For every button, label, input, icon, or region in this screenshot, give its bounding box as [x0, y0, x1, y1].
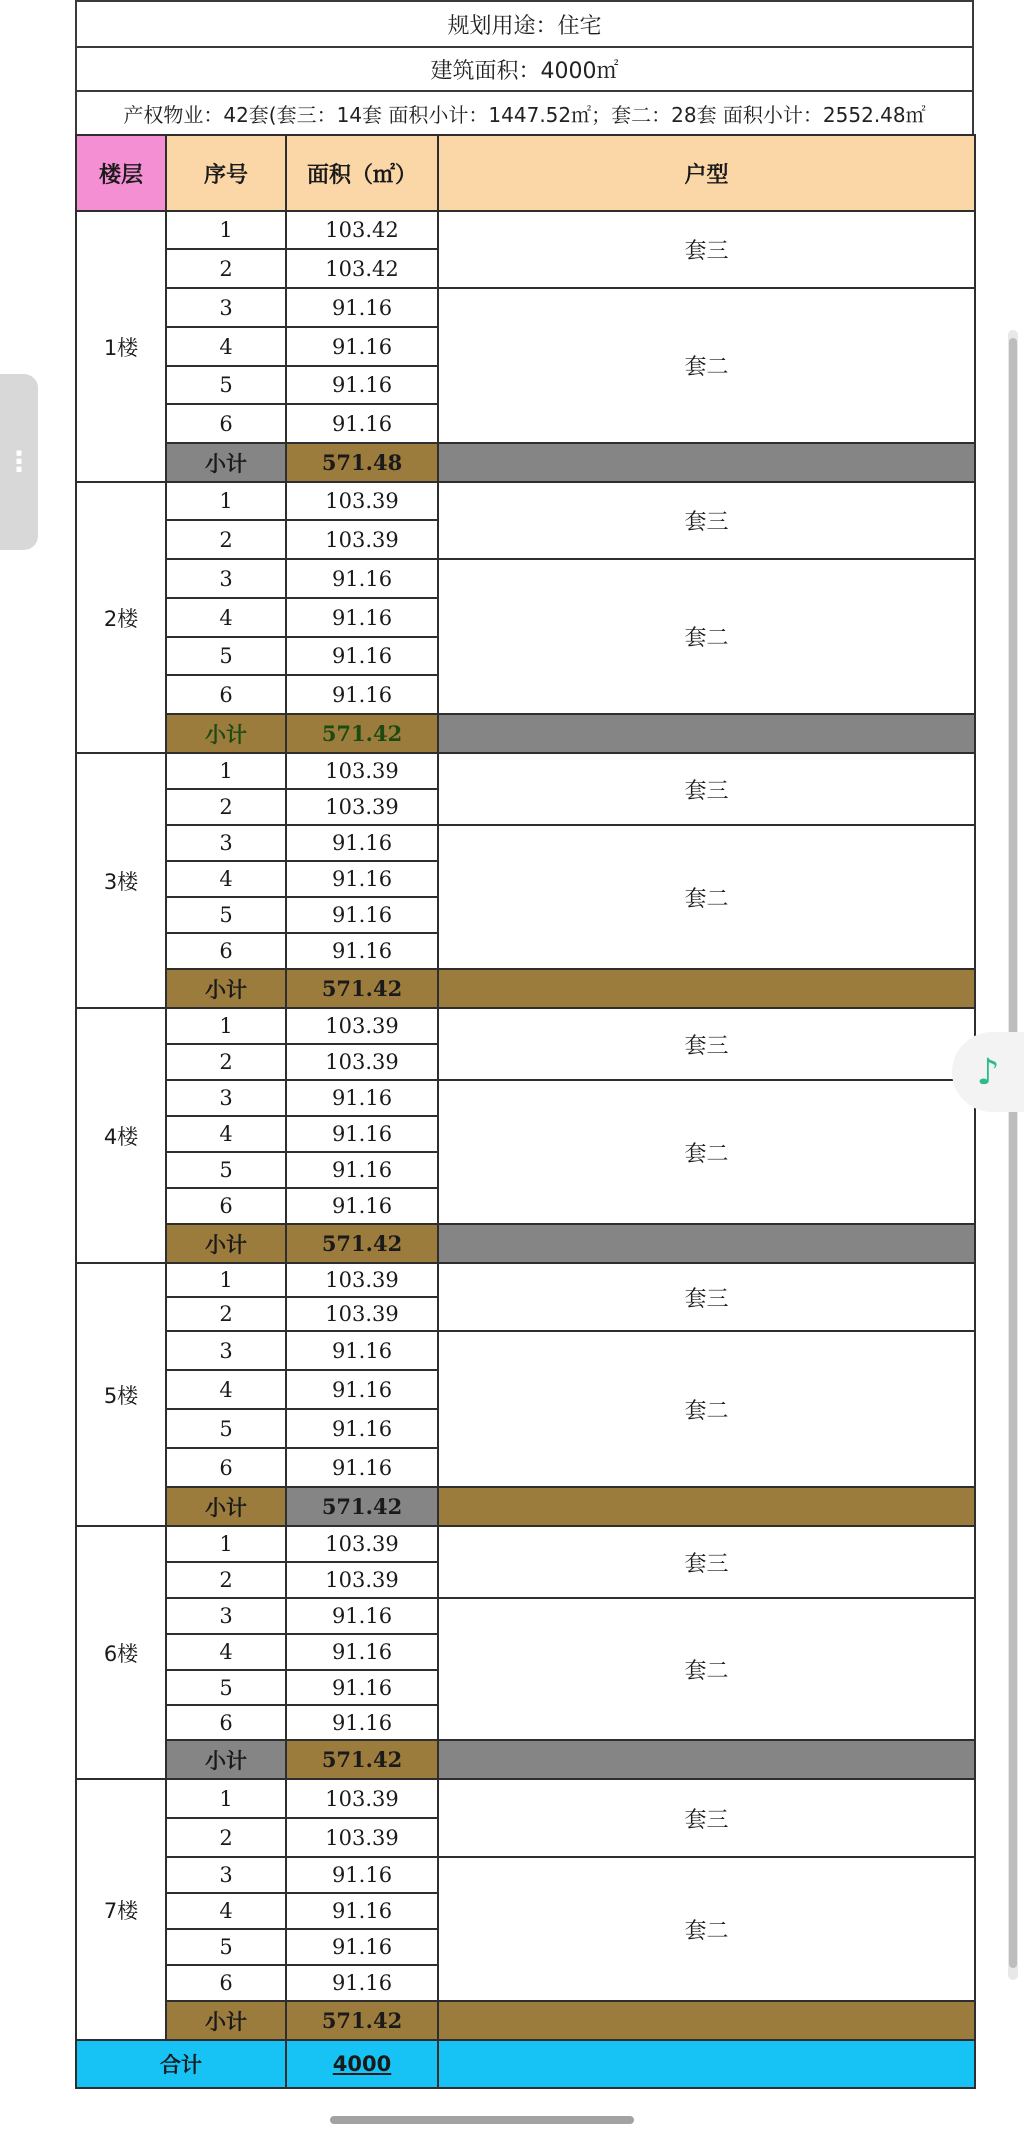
subtotal-value: 571.42 [286, 714, 438, 753]
subtotal-filler [438, 714, 975, 753]
area-cell: 91.16 [286, 288, 438, 327]
seq-cell: 4 [166, 1634, 286, 1670]
subtotal-value: 571.42 [286, 1224, 438, 1263]
unit-type-cell: 套二 [438, 1331, 975, 1487]
table-row [76, 482, 975, 520]
subtotal-row [76, 2001, 975, 2040]
area-cell: 103.39 [286, 1008, 438, 1044]
usage-text: 规划用途：住宅 [447, 13, 602, 39]
table-row [76, 211, 975, 249]
table-row [76, 1263, 975, 1297]
subtotal-label: 小计 [166, 1224, 286, 1263]
unit-type-cell: 套二 [438, 1598, 975, 1740]
seq-cell: 2 [166, 1562, 286, 1598]
area-cell: 91.16 [286, 1670, 438, 1705]
floor-label: 2楼 [76, 482, 166, 753]
seq-cell: 4 [166, 598, 286, 637]
seq-cell: 1 [166, 753, 286, 789]
seq-cell: 2 [166, 1818, 286, 1857]
unit-type-cell: 套二 [438, 288, 975, 443]
subtotal-row [76, 1487, 975, 1526]
floor-label: 6楼 [76, 1526, 166, 1779]
area-cell: 103.39 [286, 1263, 438, 1297]
total-value: 4000 [332, 2052, 392, 2076]
subtotal-filler [438, 2001, 975, 2040]
subtotal-value: 571.42 [286, 1740, 438, 1779]
seq-cell: 5 [166, 366, 286, 404]
area-cell: 91.16 [286, 1409, 438, 1448]
floor-area-table [75, 134, 976, 2089]
seq-cell: 1 [166, 482, 286, 520]
seq-cell: 1 [166, 1779, 286, 1818]
unit-type-cell: 套三 [438, 482, 975, 559]
area-cell: 91.16 [286, 637, 438, 675]
header-type: 户型 [438, 135, 975, 211]
horizontal-scrollbar[interactable] [330, 2116, 634, 2124]
table-row [76, 288, 975, 327]
header-area: 面积（㎡） [286, 135, 438, 211]
table-header-row [76, 135, 975, 211]
total-label: 合计 [76, 2040, 286, 2088]
area-row [75, 46, 974, 90]
table-row [76, 1080, 975, 1116]
area-cell: 91.16 [286, 1370, 438, 1409]
seq-cell: 3 [166, 559, 286, 598]
subtotal-row [76, 969, 975, 1008]
table-row [76, 1779, 975, 1818]
floor-label: 5楼 [76, 1263, 166, 1526]
area-cell: 103.39 [286, 1562, 438, 1598]
seq-cell: 6 [166, 404, 286, 443]
area-cell: 91.16 [286, 825, 438, 861]
seq-cell: 5 [166, 897, 286, 933]
area-cell: 91.16 [286, 366, 438, 404]
subtotal-value: 571.42 [286, 2001, 438, 2040]
area-cell: 103.39 [286, 753, 438, 789]
seq-cell: 4 [166, 327, 286, 366]
subtotal-row [76, 1740, 975, 1779]
seq-cell: 5 [166, 1152, 286, 1188]
subtotal-filler [438, 1224, 975, 1263]
subtotal-label: 小计 [166, 443, 286, 482]
header-seq: 序号 [166, 135, 286, 211]
floor-label: 7楼 [76, 1779, 166, 2040]
table-row [76, 753, 975, 789]
table-row [76, 825, 975, 861]
subtotal-label: 小计 [166, 2001, 286, 2040]
seq-cell: 3 [166, 1857, 286, 1893]
unit-type-cell: 套三 [438, 1526, 975, 1598]
seq-cell: 2 [166, 520, 286, 559]
unit-type-cell: 套三 [438, 1779, 975, 1857]
floor-label: 1楼 [76, 211, 166, 482]
area-cell: 91.16 [286, 897, 438, 933]
area-cell: 91.16 [286, 933, 438, 969]
area-cell: 103.39 [286, 482, 438, 520]
subtotal-value: 571.42 [286, 1487, 438, 1526]
area-cell: 91.16 [286, 1598, 438, 1634]
subtotal-row [76, 1224, 975, 1263]
area-cell: 91.16 [286, 1965, 438, 2001]
area-cell: 91.16 [286, 861, 438, 897]
subtotal-row [76, 443, 975, 482]
seq-cell: 5 [166, 637, 286, 675]
music-note-icon[interactable] [952, 1032, 1024, 1112]
area-cell: 91.16 [286, 1080, 438, 1116]
seq-cell: 1 [166, 1008, 286, 1044]
floor-label: 4楼 [76, 1008, 166, 1263]
table-row [76, 1857, 975, 1893]
table-row [76, 1526, 975, 1562]
table-row [76, 1598, 975, 1634]
area-cell: 103.39 [286, 1297, 438, 1331]
subtotal-value: 571.42 [286, 969, 438, 1008]
seq-cell: 6 [166, 1448, 286, 1487]
area-cell: 103.42 [286, 249, 438, 288]
unit-type-cell: 套三 [438, 1263, 975, 1331]
seq-cell: 3 [166, 1331, 286, 1370]
area-cell: 91.16 [286, 1448, 438, 1487]
side-handle-glyph: ⋮ [5, 445, 33, 478]
area-cell: 103.39 [286, 1044, 438, 1080]
seq-cell: 4 [166, 1893, 286, 1929]
seq-cell: 2 [166, 249, 286, 288]
area-cell: 91.16 [286, 675, 438, 714]
area-cell: 103.39 [286, 1526, 438, 1562]
total-filler [438, 2040, 975, 2088]
subtotal-label: 小计 [166, 1740, 286, 1779]
seq-cell: 4 [166, 861, 286, 897]
seq-cell: 6 [166, 933, 286, 969]
area-cell: 91.16 [286, 1188, 438, 1224]
area-cell: 91.16 [286, 1152, 438, 1188]
seq-cell: 5 [166, 1929, 286, 1965]
area-cell: 103.42 [286, 211, 438, 249]
area-cell: 91.16 [286, 404, 438, 443]
subtotal-filler [438, 969, 975, 1008]
scroll-thumb[interactable] [1009, 338, 1017, 1968]
seq-cell: 2 [166, 1044, 286, 1080]
area-cell: 91.16 [286, 1331, 438, 1370]
total-row [76, 2040, 975, 2088]
subtotal-label: 小计 [166, 1487, 286, 1526]
seq-cell: 6 [166, 1965, 286, 2001]
area-cell: 103.39 [286, 1818, 438, 1857]
seq-cell: 5 [166, 1670, 286, 1705]
table-row [76, 1331, 975, 1370]
area-cell: 91.16 [286, 1893, 438, 1929]
more-vertical-icon[interactable] [0, 374, 38, 550]
unit-type-cell: 套三 [438, 1008, 975, 1080]
unit-type-cell: 套三 [438, 211, 975, 288]
area-cell: 91.16 [286, 1929, 438, 1965]
area-cell: 91.16 [286, 327, 438, 366]
vertical-scrollbar[interactable] [1008, 330, 1018, 1980]
subtotal-filler [438, 1487, 975, 1526]
seq-cell: 4 [166, 1116, 286, 1152]
unit-type-cell: 套三 [438, 753, 975, 825]
subtotal-row [76, 714, 975, 753]
unit-type-cell: 套二 [438, 1080, 975, 1224]
area-table-sheet [75, 0, 974, 2126]
property-row [75, 90, 974, 134]
area-cell: 91.16 [286, 1705, 438, 1740]
seq-cell: 6 [166, 1705, 286, 1740]
area-cell: 91.16 [286, 1634, 438, 1670]
table-row [76, 559, 975, 598]
seq-cell: 5 [166, 1409, 286, 1448]
seq-cell: 6 [166, 1188, 286, 1224]
seq-cell: 2 [166, 1297, 286, 1331]
unit-type-cell: 套二 [438, 1857, 975, 2001]
seq-cell: 1 [166, 1526, 286, 1562]
area-cell: 91.16 [286, 1116, 438, 1152]
seq-cell: 1 [166, 211, 286, 249]
seq-cell: 6 [166, 675, 286, 714]
table-row [76, 1008, 975, 1044]
floor-label: 3楼 [76, 753, 166, 1008]
usage-row [75, 0, 974, 46]
seq-cell: 3 [166, 1598, 286, 1634]
area-cell: 91.16 [286, 598, 438, 637]
property-text: 产权物业：42套(套三：14套 面积小计：1447.52㎡；套二：28套 面积小计：2552.48㎡ [123, 102, 926, 127]
seq-cell: 4 [166, 1370, 286, 1409]
unit-type-cell: 套二 [438, 559, 975, 714]
seq-cell: 2 [166, 789, 286, 825]
seq-cell: 3 [166, 1080, 286, 1116]
subtotal-filler [438, 1740, 975, 1779]
seq-cell: 3 [166, 825, 286, 861]
subtotal-value: 571.48 [286, 443, 438, 482]
area-cell: 103.39 [286, 789, 438, 825]
area-cell: 91.16 [286, 1857, 438, 1893]
seq-cell: 1 [166, 1263, 286, 1297]
total-value-cell [286, 2040, 438, 2088]
subtotal-label: 小计 [166, 714, 286, 753]
subtotal-label: 小计 [166, 969, 286, 1008]
area-cell: 103.39 [286, 1779, 438, 1818]
music-glyph: ♪ [976, 1051, 1000, 1093]
unit-type-cell: 套二 [438, 825, 975, 969]
area-cell: 103.39 [286, 520, 438, 559]
header-floor: 楼层 [76, 135, 166, 211]
subtotal-filler [438, 443, 975, 482]
area-cell: 91.16 [286, 559, 438, 598]
seq-cell: 3 [166, 288, 286, 327]
area-text: 建筑面积：4000㎡ [430, 58, 619, 84]
